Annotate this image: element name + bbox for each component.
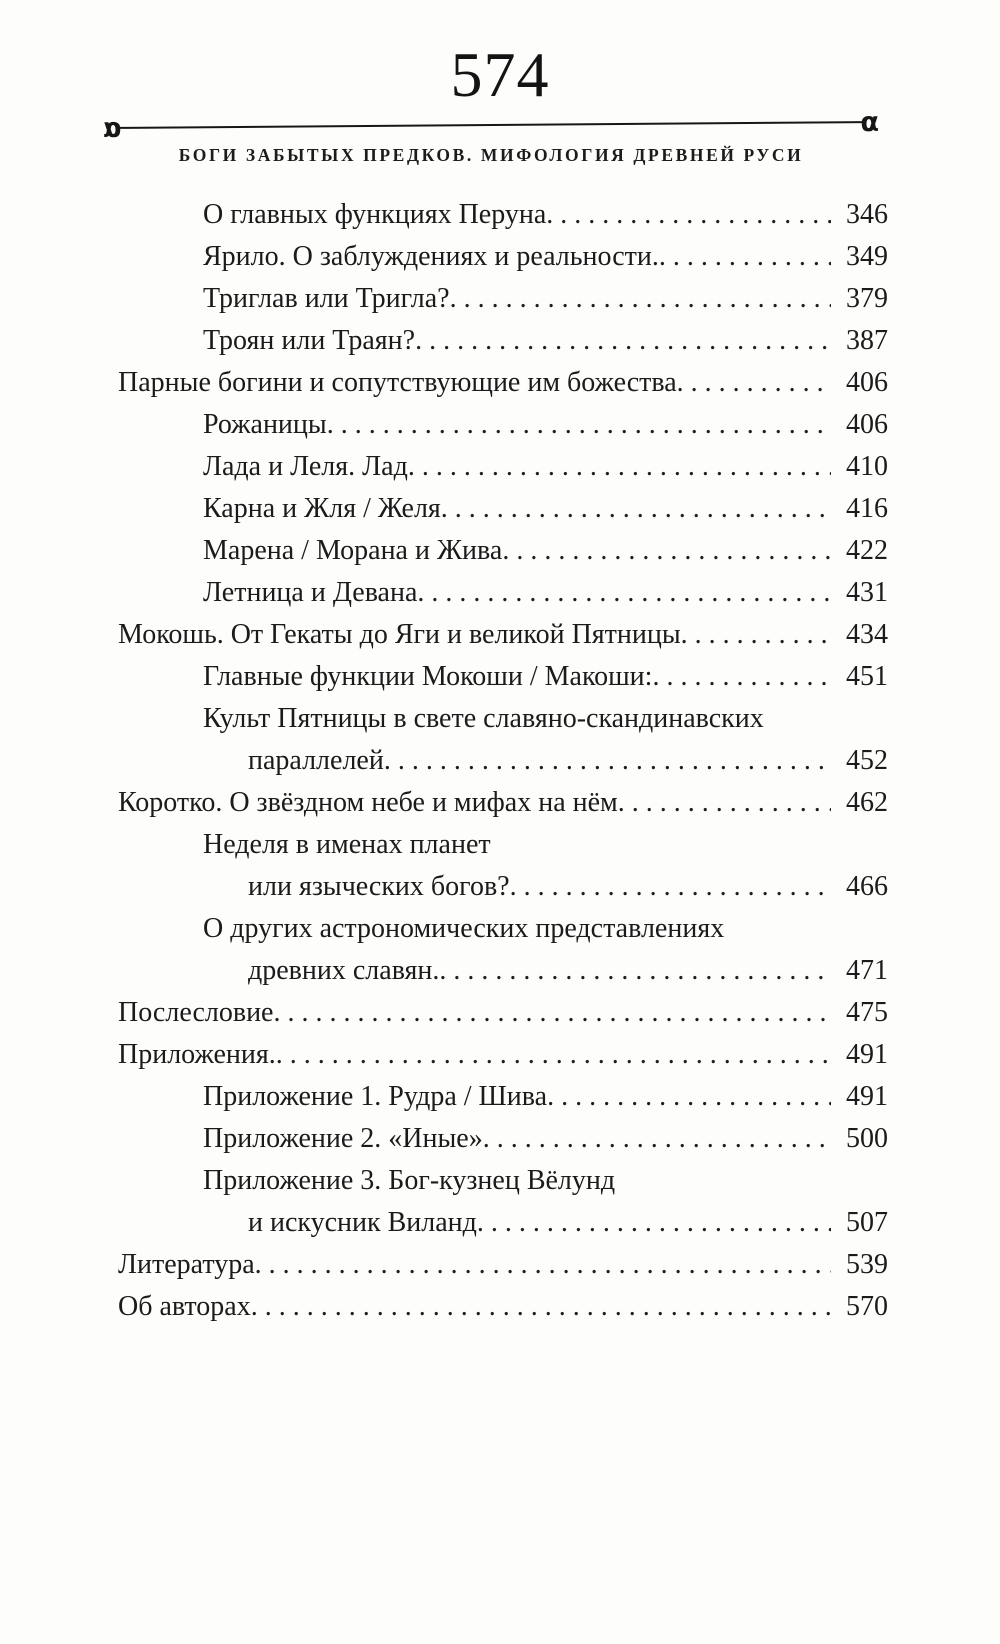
toc-dot-leader [546,194,831,236]
toc-entry [118,698,888,740]
toc-entry-page: 451 [846,661,888,692]
toc-entry [118,740,888,782]
toc-entry-title: Троян или Траян? [203,325,416,356]
toc-entry-title: Рожаницы [203,409,327,440]
toc-entry [118,446,888,488]
toc-entry-title: Приложение 1. Рудра / Шива [203,1081,548,1112]
toc-entry-title: Мокошь. От Гекаты до Яги и великой Пятницы [118,619,681,650]
toc-dot-leader [441,488,831,530]
flourish-right-icon: α [860,106,880,138]
toc-entry-title: О главных функциях Перуна [203,199,547,230]
toc-dot-leader [417,572,831,614]
toc-dot-leader [408,446,831,488]
toc-entry [118,614,888,656]
toc-entry [118,572,888,614]
toc-entry-title: параллелей [248,745,384,776]
toc-entry [118,656,888,698]
toc-entry [118,1076,888,1118]
toc-dot-leader [659,236,831,278]
toc-entry-page: 349 [846,241,888,272]
toc-entry [118,404,888,446]
toc-entry-title: Парные богини и сопутствующие им божества [118,367,677,398]
toc-entry-title: Приложение 2. «Иные» [203,1123,483,1154]
toc-entry-title: Карна и Жля / Желя [203,493,441,524]
toc-entry-page: 452 [846,745,888,776]
header-rule-line [118,121,865,129]
toc-dot-leader [251,1286,831,1328]
toc-dot-leader [327,404,831,446]
toc-entry-title: Коротко. О звёздном небе и мифах на нём [118,787,618,818]
toc-entry-title: Неделя в именах планет [203,829,491,860]
toc-dot-leader [483,1118,831,1160]
running-title: БОГИ ЗАБЫТЫХ ПРЕДКОВ. МИФОЛОГИЯ ДРЕВНЕЙ РУСИ [178,145,804,165]
toc-dot-leader [547,1076,831,1118]
toc-entry-title: Марена / Морана и Жива [203,535,503,566]
toc-entry [118,908,888,950]
toc-entry-title: или языческих богов? [248,871,510,902]
toc-entry [118,782,888,824]
header-rule [103,105,879,145]
toc-entry [118,488,888,530]
toc-entry-page: 539 [846,1249,888,1280]
toc-entry-page: 416 [846,493,888,524]
toc-entry-page: 431 [846,577,888,608]
toc-entry [118,950,888,992]
toc-entry-page: 387 [846,325,888,356]
toc-entry-title: Послесловие [118,997,274,1028]
toc-entry-title: Об авторах [118,1291,251,1322]
toc-entry-title: Приложение 3. Бог-кузнец Вёлунд [203,1165,616,1196]
toc-entry-page: 500 [846,1123,888,1154]
flourish-left-icon: α [102,112,122,144]
toc-entry-title: древних славян. [248,955,440,986]
toc-entry [118,824,888,866]
page-number: 574 [450,39,550,110]
toc-entry-page: 379 [846,283,888,314]
toc-dot-leader [273,992,831,1034]
toc-entry-title: Литература [118,1249,255,1280]
toc-entry-title: и искусник Виланд [248,1207,477,1238]
toc-dot-leader [384,740,831,782]
toc-entry-page: 346 [846,199,888,230]
toc-dot-leader [652,656,831,698]
toc-entry-page: 491 [846,1081,888,1112]
toc-entry-title: Культ Пятницы в свете славяно-скандинавских [203,703,764,734]
toc-entry [118,992,888,1034]
toc-entry [118,530,888,572]
toc-entry [118,1286,888,1328]
toc-entry [118,866,888,908]
toc-entry-page: 406 [846,367,888,398]
toc-dot-leader [439,950,831,992]
toc-entry [118,320,888,362]
toc-entry-title: Летница и Девана [203,577,418,608]
toc-entry-page: 434 [846,619,888,650]
toc-entry [118,278,888,320]
toc-dot-leader [510,866,831,908]
toc-entry-page: 462 [846,787,888,818]
toc-dot-leader [618,782,831,824]
toc-dot-leader [681,614,831,656]
toc-dot-leader [255,1244,831,1286]
toc-dot-leader [276,1034,831,1076]
toc-entry [118,1202,888,1244]
toc-entry-title: О других астрономических представлениях [203,913,725,944]
toc-entry [118,1244,888,1286]
toc-entry-title: Главные функции Мокоши / Макоши: [203,661,653,692]
toc-entry [118,1118,888,1160]
toc-entry-page: 471 [846,955,888,986]
toc-entry-page: 491 [846,1039,888,1070]
toc-entry-page: 406 [846,409,888,440]
toc-dot-leader [477,1202,831,1244]
toc-entry [118,1034,888,1076]
toc-dot-leader [677,362,831,404]
toc-entry-title: Ярило. О заблуждениях и реальности. [203,241,659,272]
toc-entry-page: 475 [846,997,888,1028]
toc-entry [118,1160,888,1202]
book-page [0,39,1000,1644]
toc-dot-leader [502,530,831,572]
toc-entry [118,236,888,278]
toc-entry [118,194,888,236]
toc-entry-page: 570 [846,1291,888,1322]
toc-entry [118,362,888,404]
toc-entry-page: 507 [846,1207,888,1238]
toc-entry-title: Триглав или Тригла? [203,283,450,314]
toc-entry-page: 466 [846,871,888,902]
toc-entry-title: Приложения. [118,1039,276,1070]
toc-dot-leader [415,320,831,362]
toc-entry-page: 422 [846,535,888,566]
toc-dot-leader [450,278,831,320]
table-of-contents [118,194,888,1328]
toc-entry-title: Лада и Леля. Лад [203,451,408,482]
toc-entry-page: 410 [846,451,888,482]
